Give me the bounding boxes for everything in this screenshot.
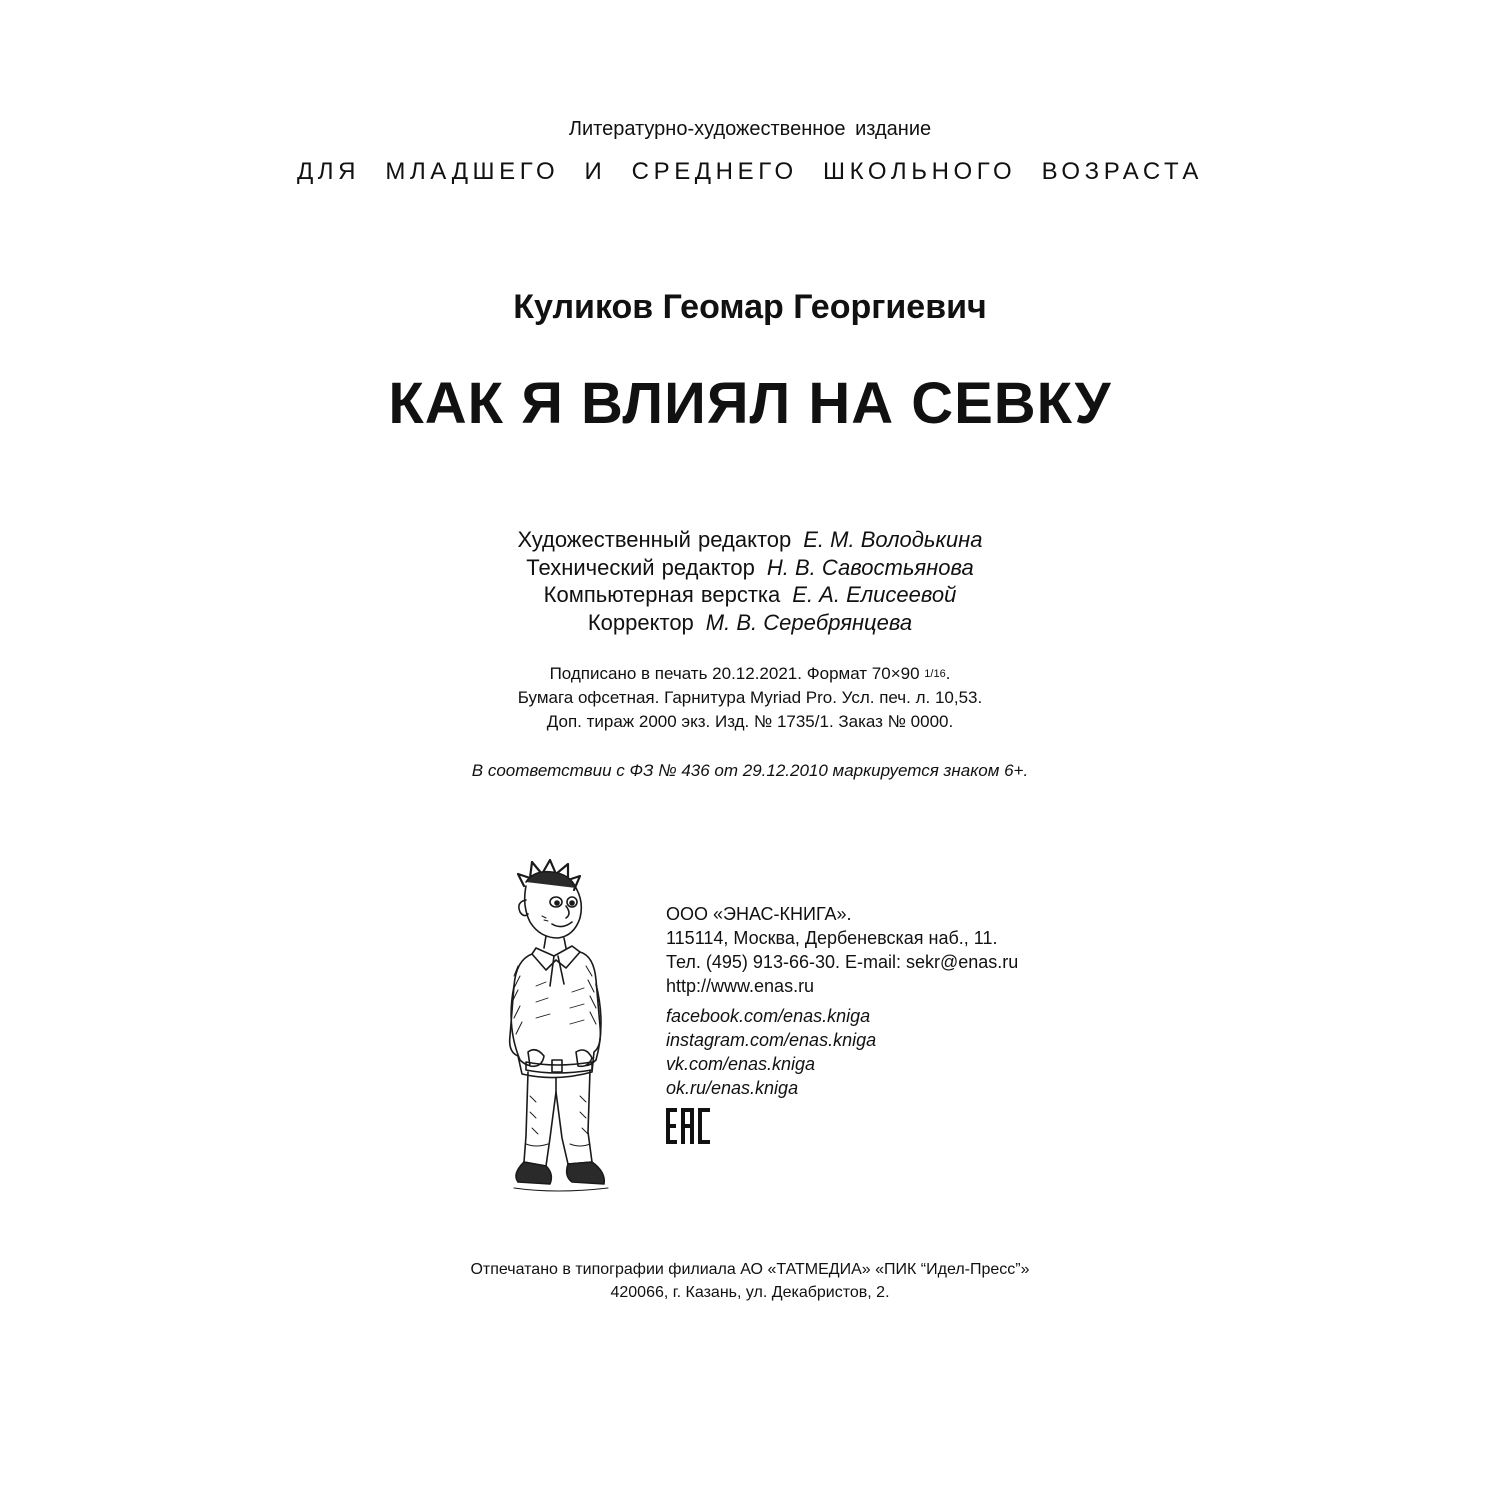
credit-row xyxy=(0,554,1500,582)
credit-person: М. В. Серебрянцева xyxy=(705,609,913,635)
social-ok: ok.ru/enas.kniga xyxy=(666,1078,799,1098)
publisher-contacts xyxy=(666,902,1018,1100)
printing-house xyxy=(0,1258,1500,1304)
credit-person: Н. В. Савостьянова xyxy=(766,554,974,580)
social-facebook: facebook.com/enas.kniga xyxy=(666,1006,871,1026)
eac-certification-mark xyxy=(666,1108,710,1144)
publisher-phone-email: Тел. (495) 913-66-30. E-mail: sekr@enas.ru xyxy=(666,952,1019,972)
imprint-line: Бумага офсетная. Гарнитура Myriad Pro. Усл. печ. л. 10,53. xyxy=(517,688,983,707)
target-audience: ДЛЯ МЛАДШЕГО И СРЕДНЕГО ШКОЛЬНОГО ВОЗРАСТА xyxy=(296,158,1204,185)
publisher-name: ООО «ЭНАС-КНИГА». xyxy=(666,904,852,924)
edition-genre: Литературно-художественное издание xyxy=(568,118,932,140)
social-vk: vk.com/enas.kniga xyxy=(666,1054,816,1074)
credit-person: Е. А. Елисеевой xyxy=(792,582,957,607)
credit-role: Компьютерная верстка xyxy=(543,582,781,607)
credits-block xyxy=(0,526,1500,636)
credit-row xyxy=(0,609,1500,637)
author-name: Куликов Геомар Георгиевич xyxy=(513,288,987,326)
credit-role: Корректор xyxy=(587,609,694,635)
credit-row xyxy=(0,526,1500,554)
boy-illustration xyxy=(496,856,626,1196)
social-instagram: instagram.com/enas.kniga xyxy=(666,1030,877,1050)
printer-name: Отпечатано в типографии филиала АО «ТАТМЕДИА» «ПИК “Идел-Пресс”» xyxy=(470,1261,1030,1278)
age-rating-notice: В соответствии с ФЗ № 436 от 29.12.2010 маркируется знаком 6+. xyxy=(471,761,1029,780)
printer-address: 420066, г. Казань, ул. Декабристов, 2. xyxy=(610,1284,890,1301)
book-title: КАК Я ВЛИЯЛ НА СЕВКУ xyxy=(388,371,1112,436)
publisher-website: http://www.enas.ru xyxy=(666,976,815,996)
imprint-line: Подписано в печать 20.12.2021. Формат 70×90 1/16. xyxy=(549,664,951,683)
credit-role: Художественный редактор xyxy=(517,527,792,552)
imprint-line: Доп. тираж 2000 экз. Изд. № 1735/1. Заказ № 0000. xyxy=(546,712,954,731)
format-fraction: 1/16 xyxy=(924,668,946,680)
credit-role: Технический редактор xyxy=(526,554,755,580)
credit-person: Е. М. Володькина xyxy=(803,527,983,552)
imprint-block xyxy=(0,662,1500,734)
publisher-address: 115114, Москва, Дербеневская наб., 11. xyxy=(666,928,998,948)
credit-row xyxy=(0,581,1500,609)
